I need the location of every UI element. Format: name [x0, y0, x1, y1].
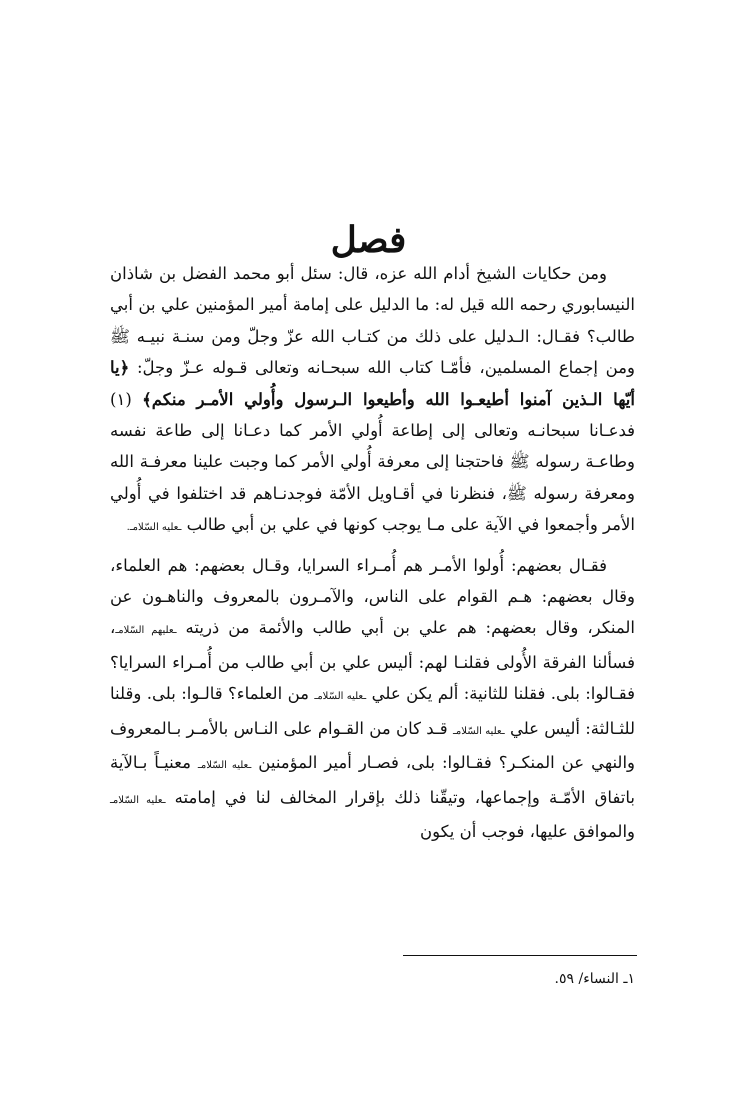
text-run: معنيـاً بـالآية باتفاق الأمّـة وإجماعها، وتيقّنا ذلك بإقرار المخالف لنا في إمامته: [110, 753, 636, 807]
honorific: ـعليه السّلامـ: [452, 725, 505, 737]
section-heading: فصل: [330, 219, 407, 262]
paragraph: [110, 258, 635, 544]
honorific: ـعليه السّلامـ: [314, 691, 367, 703]
honorific: ـعليهم السّلامـ: [115, 625, 177, 637]
honorific: ـعليه السّلامـ: [110, 794, 166, 806]
body-text: [110, 258, 635, 847]
paragraph: [110, 550, 635, 848]
text-run: ، فسألنا الفرقة الأُولى فقلنـا لهم: أليس علي بن أبي طالب من أُمـراء السرايا؟ فقـالوا: بلى. فقلنا للثانية: ألم يكن علي: [110, 618, 635, 704]
honorific: ـعليه السّلامـ.: [126, 522, 182, 534]
footnote: ١ـ النساء/ ٥٩.: [554, 971, 635, 987]
text-run: والموافق عليها، فوجب أن يكون: [420, 821, 635, 841]
quran-verse: ﴿يا أيّها الـذين آمنوا أطيعـوا الله وأطيعوا الـرسول وأُولي الأمـر منكم﴾: [110, 358, 635, 409]
honorific: ـعليه السّلامـ: [197, 760, 252, 772]
text-run: من العلماء؟ قالـوا: بلى. وقلنا للثـالثة: أليس علي: [110, 684, 635, 738]
text-run: قـد كان من القـوام على النـاس بالأمـر بـالمعروف والنهي عن المنكـر؟ فقـالوا: بلى، فصـار أمير المؤمنين: [110, 718, 635, 773]
footnote-separator: [403, 955, 637, 956]
text-run: ومن حكايات الشيخ أدام الله عزه، قال: سئل أبو محمد الفضل بن شاذان النيسابوري رحمه الله قيل له: ما الدليل على إمامة أمير المؤمنين علي بن أبي طالب؟ فقـال: الـدليل على ذلك من كتـاب الله عزّ وجلّ ومن سنـة نبيـه ﷺ ومن إجماع المسلمين، فأمّـا كتاب الله سبحـانه وتعالى قـوله عـزّ وجلّ:: [110, 264, 635, 378]
text-run: (١) فدعـانا سبحانـه وتعالى إلى إطاعة أُولي الأمر كما دعـانا إلى طاعة نفسه وطاعـة رسوله ﷺ فاحتجنا إلى معرفة أُولي الأمر كما وجبت علينا معرفـة الله ومعرفة رسوله ﷺ، فنظرنا في أقـاويل الأمّة فوجدنـاهم قد اختلفوا في أُولي الأمر وأجمعوا في الآية على مـا يوجب كونها في علي بن أبي طالب: [110, 389, 635, 535]
text-run: فقـال بعضهم: أُولوا الأمـر هم أُمـراء السرايا، وقـال بعضهم: هم العلماء، وقال بعضهم: هـم القوام على الناس، والآمـرون بالمعروف والناهـون عن المنكر، وقال بعضهم: هم علي بن أبي طالب والأئمة من ذريته: [110, 555, 635, 638]
